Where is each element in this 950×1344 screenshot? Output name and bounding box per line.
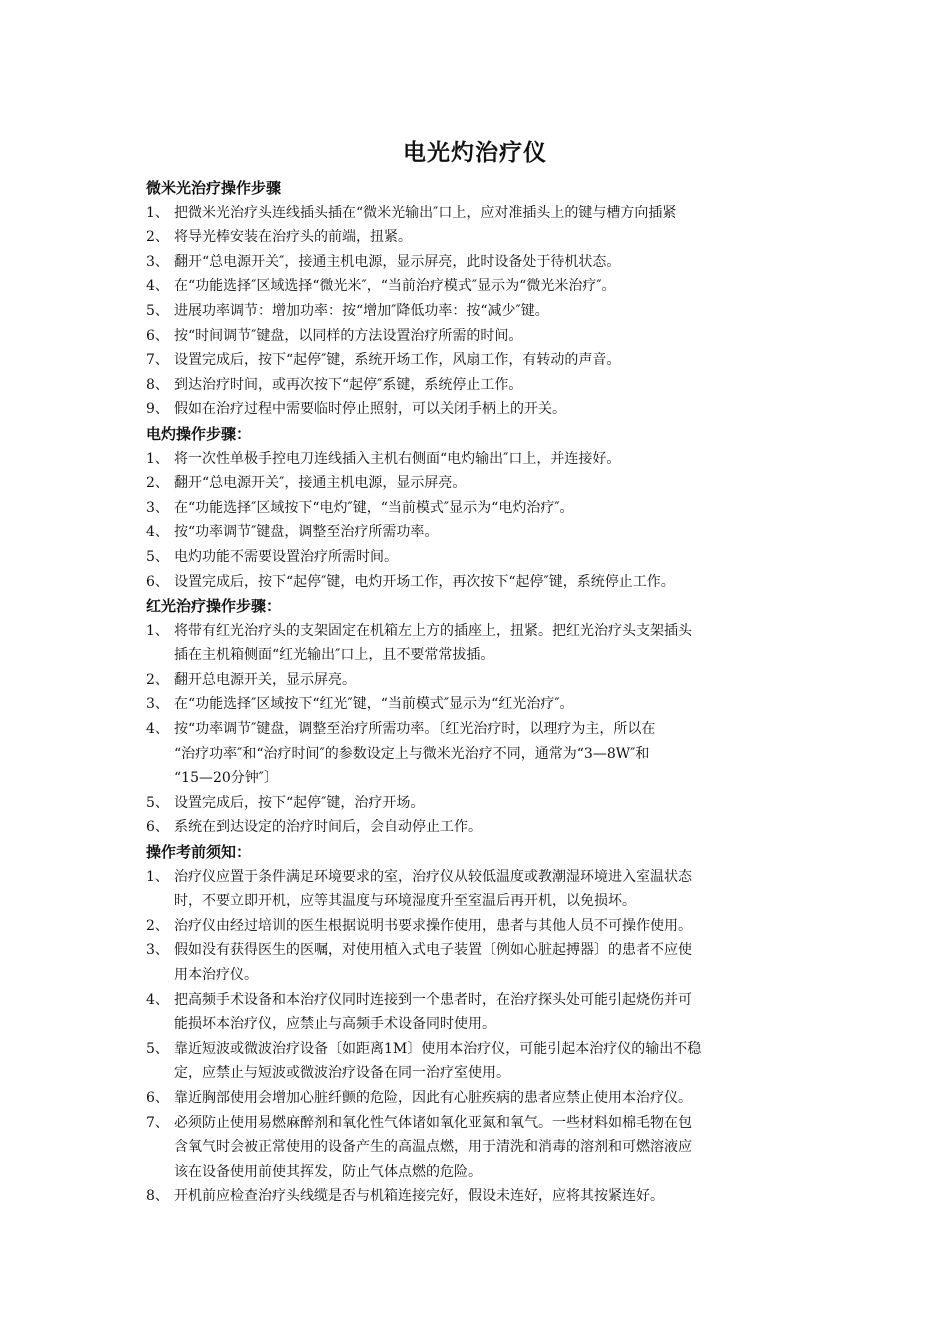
list-item (146, 1111, 826, 1185)
list-item (146, 865, 826, 914)
item-line: 定，应禁止与短波或微波治疗设备在同一治疗室使用。 (174, 1065, 510, 1082)
item-text (174, 447, 826, 472)
item-line: 靠近短波或微波治疗设备〔如距离1M〕使用本治疗仪，可能引起本治疗仪的输出不稳 (174, 1040, 702, 1057)
item-line: 把微米光治疗头连线插头插在“微米光输出″口上，应对准插头上的键与槽方向插紧 (174, 204, 677, 221)
item-text (174, 225, 826, 250)
list-item (146, 1037, 826, 1086)
item-text (174, 520, 826, 545)
item-text (174, 324, 826, 349)
item-line: 将导光棒安装在治疗头的前端，扭紧。 (174, 229, 412, 246)
item-number: 5、 (146, 302, 169, 319)
list-item (146, 791, 826, 816)
item-line: 开机前应检查治疗头线缆是否与机箱连接完好，假设未连好，应将其按紧连好。 (174, 1188, 664, 1205)
item-number: 7、 (146, 352, 169, 369)
item-number: 5、 (146, 548, 169, 565)
item-number: 4、 (146, 991, 169, 1008)
item-number: 6、 (146, 1089, 169, 1106)
item-line: 将一次性单极手控电刀连线插入主机右侧面“电灼输出″口上，并连接好。 (174, 450, 621, 467)
item-text (174, 619, 826, 668)
item-line: 电灼功能不需要设置治疗所需时间。 (174, 548, 398, 565)
item-line: 设置完成后，按下“起停″键，电灼开场工作，再次按下“起停″键，系统停止工作。 (174, 573, 675, 590)
item-text (174, 692, 826, 717)
item-line: 翻开“总电源开关″，接通主机电源，显示屏亮。 (174, 475, 467, 492)
document-title: 电光灼治疗仪 (403, 140, 547, 166)
list-item (146, 397, 826, 422)
item-number: 4、 (146, 524, 169, 541)
item-text (174, 988, 826, 1037)
section-heading: 电灼操作步骤： (146, 424, 252, 443)
list-item (146, 545, 826, 570)
item-line: 靠近胸部使用会增加心脏纤颤的危险，因此有心脏疾病的患者应禁止使用本治疗仪。 (174, 1089, 692, 1106)
item-text (174, 1184, 826, 1209)
list-item (146, 250, 826, 275)
item-number: 6、 (146, 573, 169, 590)
item-number: 8、 (146, 376, 169, 393)
item-line: 假如在治疗过程中需要临时停止照射，可以关闭手柄上的开关。 (174, 401, 566, 418)
item-line: 设置完成后，按下“起停″键，系统开场工作，风扇工作，有转动的声音。 (174, 352, 621, 369)
item-line: 能损坏本治疗仪，应禁止与高频手术设备同时使用。 (174, 1016, 496, 1033)
item-text (174, 397, 826, 422)
list-item (146, 1184, 826, 1209)
list-item (146, 324, 826, 349)
item-line: 翻开总电源开关，显示屏亮。 (174, 671, 356, 688)
list-item (146, 348, 826, 373)
item-text (174, 1086, 826, 1111)
item-number: 3、 (146, 942, 169, 959)
item-line: 在“功能选择″区域选择“微光米″，“当前治疗模式″显示为“微光米治疗″。 (174, 278, 616, 295)
list-item (146, 692, 826, 717)
item-text (174, 1111, 826, 1185)
list-item (146, 520, 826, 545)
item-text (174, 496, 826, 521)
item-line: “15—20分钟″〕 (174, 770, 279, 787)
item-line: 按“功率调节″键盘，调整至治疗所需功率。〔红光治疗时，以理疗为主，所以在 (174, 721, 656, 738)
item-line: 该在设备使用前使其挥发，防止气体点燃的危险。 (174, 1163, 482, 1180)
item-line: 把高频手术设备和本治疗仪同时连接到一个患者时，在治疗探头处可能引起烧伤并可 (174, 991, 692, 1008)
item-line: 系统在到达设定的治疗时间后，会自动停止工作。 (174, 819, 482, 836)
list-item (146, 570, 826, 595)
list-item (146, 299, 826, 324)
item-number: 2、 (146, 229, 169, 246)
list-item (146, 815, 826, 840)
item-number: 4、 (146, 278, 169, 295)
item-line: 按“时间调节″键盘，以同样的方法设置治疗所需的时间。 (174, 327, 523, 344)
section-heading: 微米光治疗操作步骤 (146, 179, 282, 197)
item-number: 5、 (146, 794, 169, 811)
item-number: 3、 (146, 499, 169, 516)
item-number: 1、 (146, 868, 169, 885)
item-text (174, 299, 826, 324)
document-body (146, 176, 826, 1209)
item-line: 在“功能选择″区域按下“电灼″键，“当前模式″显示为“电灼治疗″。 (174, 499, 574, 516)
item-text (174, 865, 826, 914)
list-item (146, 447, 826, 472)
list-item (146, 914, 826, 939)
item-number: 1、 (146, 204, 169, 221)
item-line: 插在主机箱侧面“红光输出″口上，且不要常常拔插。 (174, 647, 495, 664)
item-text (174, 348, 826, 373)
item-line: 含氧气时会被正常使用的设备产生的高温点燃，用于清洗和消毒的溶剂和可燃溶液应 (174, 1139, 692, 1156)
list-item (146, 201, 826, 226)
list-item (146, 668, 826, 693)
list-item (146, 496, 826, 521)
item-text (174, 914, 826, 939)
item-line: 用本治疗仪。 (174, 967, 258, 983)
item-text (174, 373, 826, 398)
item-number: 1、 (146, 450, 169, 467)
item-text (174, 250, 826, 275)
item-line: 时，不要立即开机，应等其温度与环境湿度升至室温后再开机，以免损坏。 (174, 893, 636, 910)
item-line: 治疗仪应置于条件满足环境要求的室，治疗仪从较低温度或教潮湿环境进入室温状态 (174, 868, 692, 885)
item-number: 4、 (146, 721, 169, 738)
item-line: 按“功率调节″键盘，调整至治疗所需功率。 (174, 524, 439, 541)
list-item (146, 717, 826, 791)
item-text (174, 668, 826, 693)
item-text (174, 815, 826, 840)
list-item (146, 373, 826, 398)
item-number: 5、 (146, 1040, 169, 1057)
list-item (146, 1086, 826, 1111)
item-text (174, 274, 826, 299)
item-text (174, 201, 826, 226)
item-text (174, 471, 826, 496)
item-line: 必须防止使用易燃麻醉剂和氧化性气体诸如氧化亚氮和氧气。一些材料如棉毛物在包 (174, 1114, 692, 1131)
item-text (174, 938, 826, 987)
list-item (146, 619, 826, 668)
section-heading: 操作考前须知： (146, 843, 252, 862)
list-item (146, 225, 826, 250)
section-heading: 红光治疗操作步骤： (146, 597, 282, 616)
item-line: 在“功能选择″区域按下“红光″键，“当前模式″显示为“红光治疗″。 (174, 696, 574, 713)
item-text (174, 1037, 826, 1086)
item-line: 将带有红光治疗头的支架固定在机箱左上方的插座上，扭紧。把红光治疗头支架插头 (174, 622, 692, 639)
item-number: 7、 (146, 1114, 169, 1131)
item-number: 9、 (146, 401, 169, 418)
item-line: 进展功率调节：增加功率：按“增加″降低功率：按“减少″键。 (174, 302, 549, 319)
item-number: 6、 (146, 819, 169, 836)
item-text (174, 717, 826, 791)
item-line: 到达治疗时间，或再次按下“起停″系键，系统停止工作。 (174, 376, 523, 393)
list-item (146, 274, 826, 299)
item-text (174, 570, 826, 595)
list-item (146, 938, 826, 987)
item-text (174, 545, 826, 570)
item-line: 治疗仪由经过培训的医生根据说明书要求操作使用，患者与其他人员不可操作使用。 (174, 917, 692, 934)
item-line: 设置完成后，按下“起停″键，治疗开场。 (174, 794, 425, 811)
item-number: 8、 (146, 1188, 169, 1205)
item-line: “治疗功率″和“治疗时间″的参数设定上与微米光治疗不同，通常为“3—8W″和 (174, 745, 650, 762)
item-number: 3、 (146, 253, 169, 270)
item-number: 6、 (146, 327, 169, 344)
item-line: 假如没有获得医生的医嘱，对使用植入式电子装置〔例如心脏起搏器〕的患者不应使 (174, 942, 692, 959)
item-number: 2、 (146, 475, 169, 492)
item-number: 2、 (146, 917, 169, 934)
list-item (146, 471, 826, 496)
item-number: 2、 (146, 671, 169, 688)
item-text (174, 791, 826, 816)
item-number: 3、 (146, 696, 169, 713)
item-number: 1、 (146, 622, 169, 639)
item-line: 翻开“总电源开关″，接通主机电源，显示屏亮，此时设备处于待机状态。 (174, 253, 621, 270)
list-item (146, 988, 826, 1037)
